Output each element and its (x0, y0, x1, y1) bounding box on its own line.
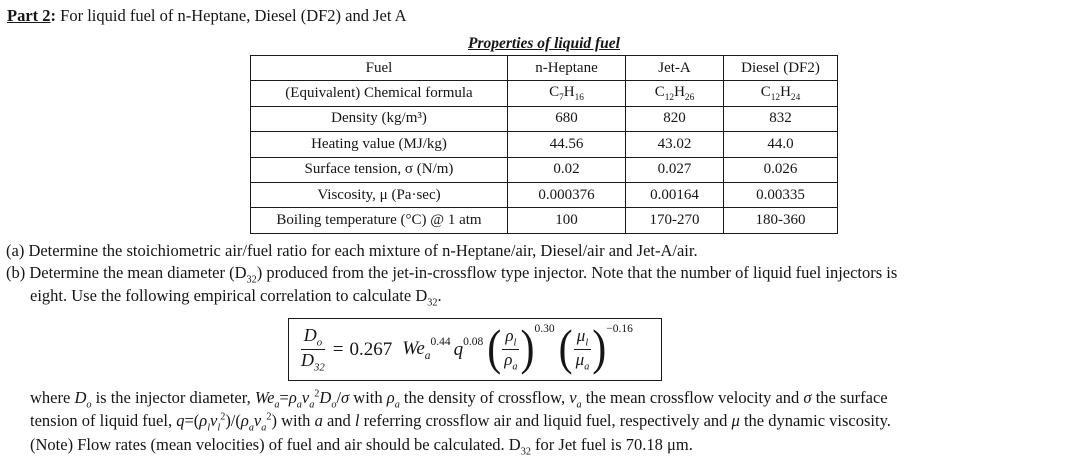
table-row (251, 106, 838, 131)
table-row (251, 81, 838, 106)
question-b-line1: (b) Determine the mean diameter $(D_{32})$ produced from the jet-in-crossflow type injector. Note that the number of liquid fuel injectors is (6, 263, 898, 286)
table-cell: $C_{12}H_{24}$ (724, 81, 838, 106)
table-cell: $C_7H_{16}$ (508, 81, 626, 106)
row-label: Heating value (MJ/kg) (251, 132, 508, 157)
table-cell: 820 (626, 106, 724, 131)
definition-line-2: tension of liquid fuel, $q=(\rho_lv_l^2)/(\rho_av_a^2)$ with a and l referring crossflow air and liquid fuel, respectively and μ the dynamic viscosity. (30, 411, 891, 434)
table-cell: 100 (508, 208, 626, 233)
table-cell: 0.027 (626, 157, 724, 182)
note-line: (Note) Flow rates (mean velocities) of fuel and air should be calculated. $D_{32}$ for Jet fuel is 70.18 μm. (30, 435, 693, 458)
density-ratio-denominator: $\rho_a$ (504, 350, 518, 373)
table-cell: 43.02 (626, 132, 724, 157)
left-paren: ( (487, 321, 502, 376)
table-cell: 0.02 (508, 157, 626, 182)
viscosity-ratio-exponent: −0.16 (606, 322, 633, 335)
row-label: Surface tension, σ (N/m) (251, 157, 508, 182)
table-cell: 180-360 (724, 208, 838, 233)
viscosity-ratio-group (558, 321, 633, 376)
header-fuel: Fuel (251, 56, 508, 81)
table-caption: Properties of liquid fuel (468, 35, 620, 52)
header-n-heptane: n-Heptane (508, 56, 626, 81)
table-cell: 680 (508, 106, 626, 131)
equation-coefficient: 0.267 (349, 338, 393, 360)
momentum-ratio-term: q (453, 338, 464, 360)
part-separator: : (50, 6, 57, 25)
question-a: (a) Determine the stoichiometric air/fuel ratio for each mixture of n-Heptane/air, Diesel/air and Jet-A/air. (6, 241, 698, 260)
question-b-line2: eight. Use the following empirical correlation to calculate $D_{32}$. (30, 286, 442, 309)
equation-lhs-numerator: $D_o$ (301, 325, 325, 350)
density-ratio-exponent: 0.30 (534, 322, 555, 335)
table-cell: 0.00164 (626, 182, 724, 207)
momentum-ratio-exponent: 0.08 (463, 335, 484, 348)
table-row (251, 157, 838, 182)
row-label: (Equivalent) Chemical formula (251, 81, 508, 106)
right-paren: ) (520, 321, 535, 376)
table-cell: 0.00335 (724, 182, 838, 207)
table-row (251, 132, 838, 157)
table-cell: 0.026 (724, 157, 838, 182)
part-label: Part 2 (7, 6, 51, 25)
fuel-properties-table (250, 55, 838, 234)
density-ratio-group (487, 321, 555, 376)
table-cell: 44.56 (508, 132, 626, 157)
header-diesel: Diesel (DF2) (724, 56, 838, 81)
definition-line-1: where $D_o$ is the injector diameter, $We_a=\rho_av_a^2D_o/\sigma$ with $\rho_a$ the density of crossflow, $v_a$ the mean crossflow velocity and σ the surface (30, 388, 888, 411)
right-paren: ) (592, 321, 607, 376)
viscosity-ratio-numerator: $\mu_l$ (574, 326, 591, 350)
title-text: For liquid fuel of n-Heptane, Diesel (DF2) and Jet A (56, 6, 407, 25)
table-cell: 0.000376 (508, 182, 626, 207)
viscosity-ratio-fraction (573, 326, 593, 374)
row-label: Boiling temperature (°C) @ 1 atm (251, 208, 508, 233)
table-cell: $C_{12}H_{26}$ (626, 81, 724, 106)
d32-correlation-equation-box (288, 318, 662, 381)
row-label: Viscosity, μ (Pa·sec) (251, 182, 508, 207)
table-cell: 44.0 (724, 132, 838, 157)
table-cell: 832 (724, 106, 838, 131)
equation-lhs-fraction (298, 325, 328, 375)
density-ratio-fraction (501, 326, 520, 374)
density-ratio-numerator: $\rho_l$ (502, 326, 519, 350)
table-row (251, 182, 838, 207)
weber-number-term: $We_a$ (402, 337, 431, 362)
weber-exponent: 0.44 (430, 335, 451, 348)
row-label: Density (kg/m³) (251, 106, 508, 131)
page-title (7, 6, 407, 26)
table-row (251, 208, 838, 233)
viscosity-ratio-denominator: $\mu_a$ (575, 350, 590, 373)
equals-sign: = (332, 338, 344, 360)
header-jet-a: Jet-A (626, 56, 724, 81)
table-cell: 170-270 (626, 208, 724, 233)
table-header-row (251, 56, 838, 81)
equation-lhs-denominator: $D_{32}$ (301, 350, 325, 374)
d32-correlation-equation (298, 321, 633, 376)
left-paren: ( (558, 321, 573, 376)
